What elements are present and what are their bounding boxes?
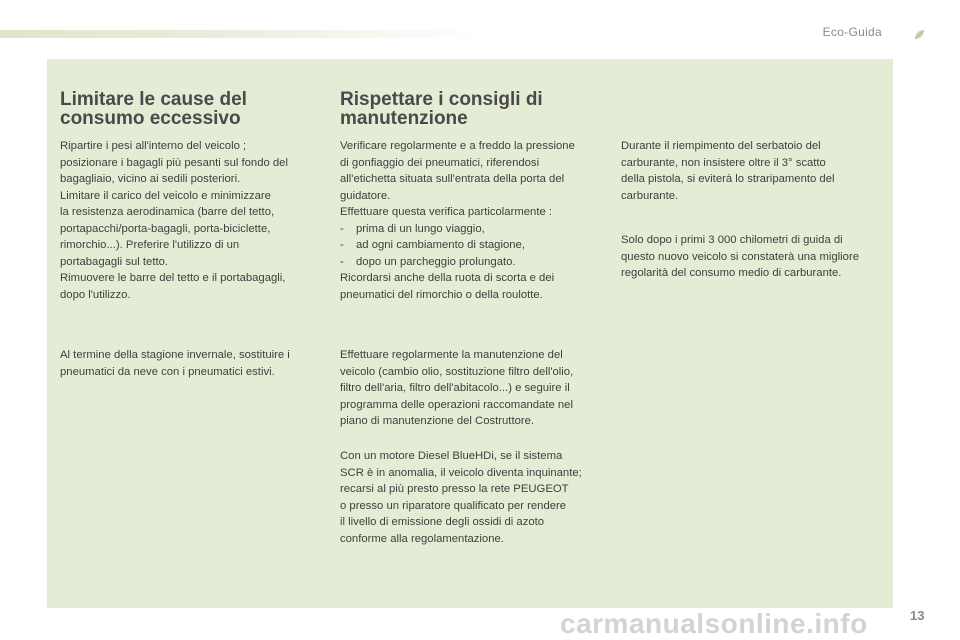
text-line: recarsi al più presto presso la rete PEUGEOT — [340, 483, 569, 495]
heading-maintenance-advice-text: Rispettare i consigli di manutenzione — [340, 89, 543, 129]
text-line: pneumatici da neve con i pneumatici estivi. — [60, 365, 275, 378]
text-line: filtro dell'aria, filtro dell'abitacolo...) e seguire il — [340, 382, 570, 394]
text-line: conforme alla regolamentazione. — [340, 532, 504, 545]
text-line: Ripartire i pesi all'interno del veicolo ; — [60, 140, 247, 152]
text-line: Effettuare regolarmente la manutenzione del — [340, 349, 563, 361]
list-item: - dopo un parcheggio prolungato. — [340, 254, 610, 271]
text-line: SCR è in anomalia, il veicolo diventa inquinante; — [340, 466, 582, 479]
text-line: della pistola, si eviterà lo straripamento del — [621, 173, 835, 185]
text-line: Solo dopo i primi 3 000 chilometri di guida di — [621, 234, 843, 246]
text-line: portapacchi/porta-bagagli, porta-biciclette, — [60, 222, 271, 235]
text-line: questo nuovo veicolo si constaterà una migliore — [621, 250, 860, 263]
text-line: Durante il riempimento del serbatoio del — [621, 140, 821, 152]
text-line: bagagliaio, vicino ai sedili posteriori. — [60, 173, 241, 185]
text-line: dopo l'utilizzo. — [60, 288, 131, 301]
text-line: posizionare i bagagli più pesanti sul fondo del — [60, 156, 288, 169]
text-line: guidatore. — [340, 189, 391, 202]
text-line: Ricordarsi anche della ruota di scorta e dei — [340, 272, 555, 284]
header-accent-bar — [0, 30, 480, 38]
list-item: - ad ogni cambiamento di stagione, — [340, 237, 610, 254]
tyre-check-list — [340, 221, 610, 271]
text-line: regolarità del consumo medio di carburante. — [621, 267, 842, 279]
text-line: carburante. — [621, 189, 679, 202]
text-line: Verificare regolarmente e a freddo la pressione — [340, 140, 575, 152]
paragraph-tyre-pressure — [340, 138, 610, 303]
text-line: rimorchio...). Preferire l'utilizzo di un — [60, 239, 240, 251]
text-line: Con un motore Diesel BlueHDi, se il sistema — [340, 450, 563, 462]
paragraph-winter-tyres — [60, 347, 325, 380]
text-line: o presso un riparatore qualificato per rendere — [340, 499, 567, 512]
paragraph-load-distribution — [60, 138, 325, 303]
text-line: la resistenza aerodinamica (barre del tetto, — [60, 206, 275, 218]
text-line: all'etichetta situata sull'entrata della porta del — [340, 173, 565, 185]
heading-limit-consumption-text: Limitare le cause del consumo eccessivo — [60, 89, 247, 129]
eco-leaf-icon — [912, 28, 926, 42]
text-line: pneumatici del rimorchio o della roulotte. — [340, 288, 543, 301]
text-line: Effettuare questa verifica particolarmente : — [340, 206, 553, 218]
text-line: carburante, non insistere oltre il 3° scatto — [621, 156, 826, 169]
paragraph-bluehdi-scr — [340, 448, 610, 547]
text-line: piano di manutenzione del Costruttore. — [340, 415, 535, 427]
text-line: Limitare il carico del veicolo e minimizzare — [60, 189, 271, 202]
paragraph-first-kilometres — [621, 232, 883, 282]
text-line: programma delle operazioni raccomandate nel — [340, 398, 573, 411]
text-line: Rimuovere le barre del tetto e il portabagagli, — [60, 272, 286, 284]
paragraph-refuelling — [621, 138, 883, 204]
heading-limit-consumption — [60, 90, 310, 128]
text-line: Al termine della stagione invernale, sostituire i — [60, 349, 290, 361]
list-item: - prima di un lungo viaggio, — [340, 221, 610, 238]
text-line: portabagagli sul tetto. — [60, 255, 169, 268]
text-line: di gonfiaggio dei pneumatici, riferendosi — [340, 156, 540, 169]
text-line: veicolo (cambio olio, sostituzione filtro dell'olio, — [340, 365, 574, 378]
section-title: Eco-Guida — [822, 25, 882, 39]
text-line: il livello di emissione degli ossidi di azoto — [340, 516, 545, 528]
page-number: 13 — [910, 608, 925, 623]
paragraph-vehicle-maintenance — [340, 347, 610, 430]
watermark-text: carmanualsonline.info — [560, 608, 868, 639]
heading-maintenance-advice — [340, 90, 600, 128]
